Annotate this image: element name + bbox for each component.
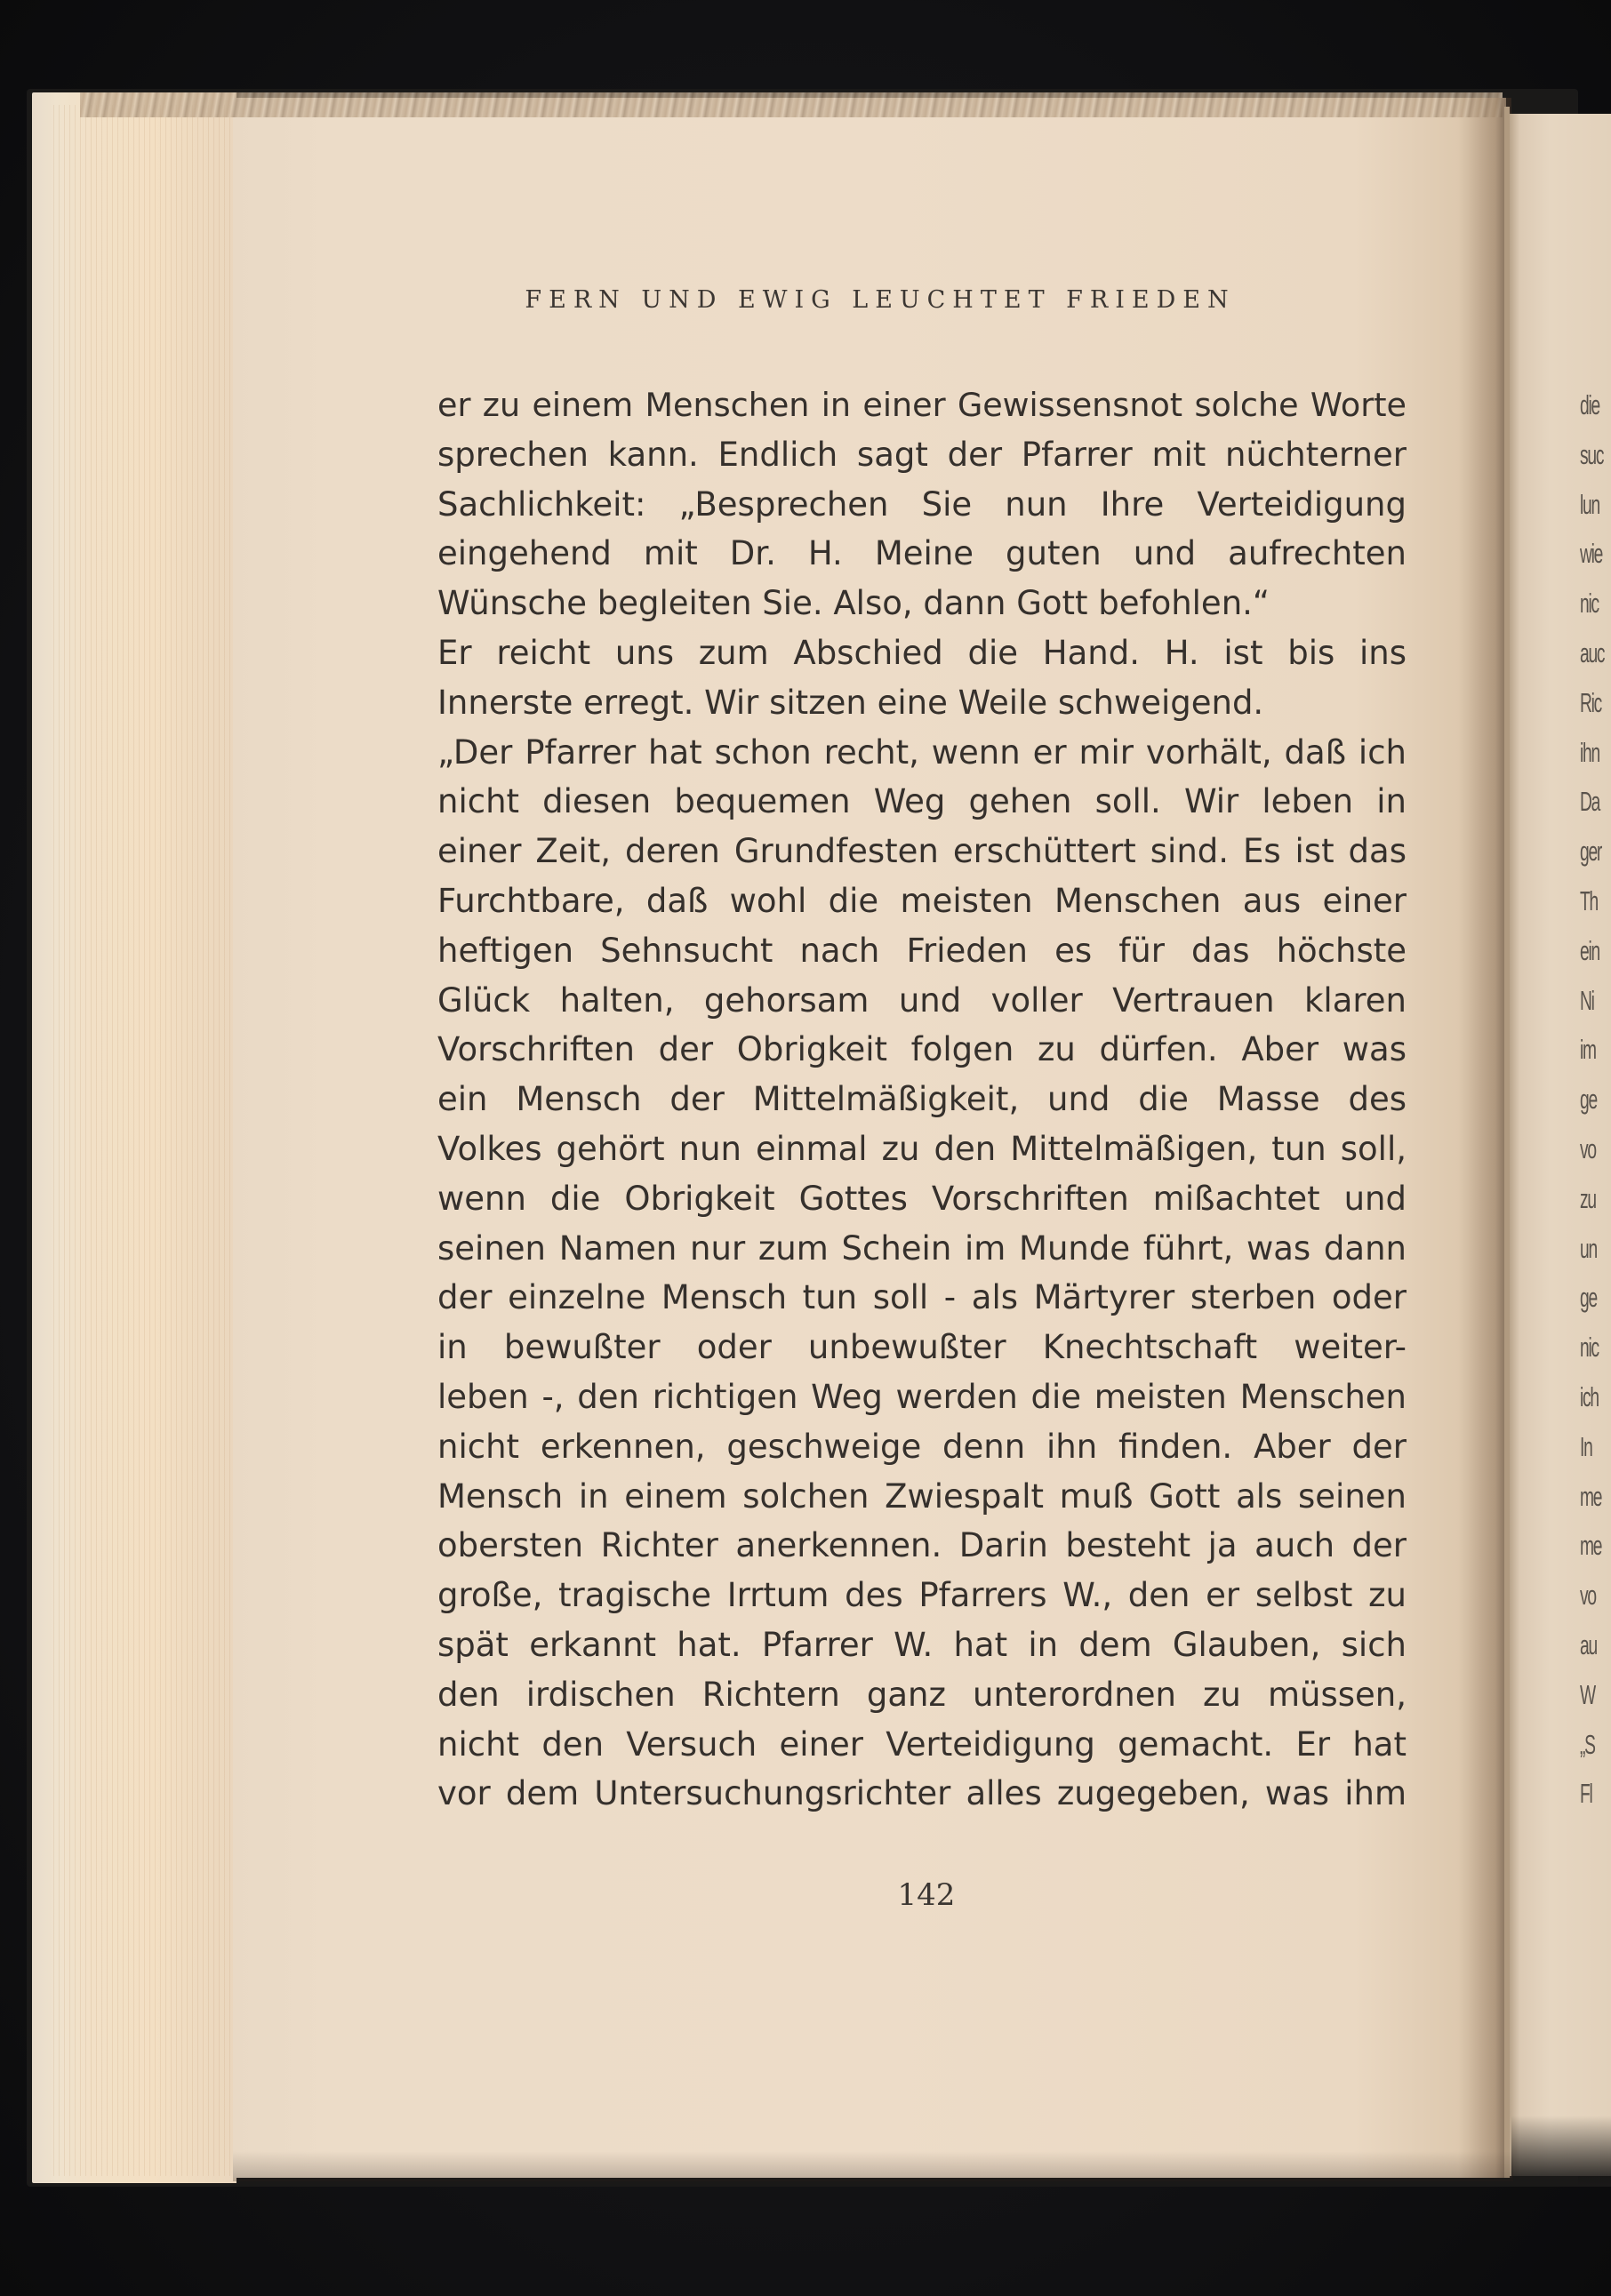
next-page-fragment: im [1580, 1034, 1596, 1066]
next-page-fragment: Da [1580, 786, 1600, 818]
text-line: er zu einem Menschen in einer Gewissensnot solche Worte [437, 386, 1407, 424]
next-page-fragment: me [1580, 1530, 1602, 1562]
text-line: nicht diesen bequemen Weg gehen soll. Wir leben in [437, 782, 1407, 821]
next-page-bottom-shadow [1511, 2116, 1611, 2187]
text-line: Glück halten, gehorsam und voller Vertrauen klaren [437, 980, 1407, 1020]
next-page-fragment: suc [1580, 438, 1604, 470]
text-line: der einzelne Mensch tun soll - als Märtyrer sterben oder [437, 1278, 1407, 1317]
next-page-fragment: ge [1580, 1282, 1597, 1314]
next-page-fragment: Th [1580, 884, 1598, 916]
text-line: obersten Richter anerkennen. Darin besteht ja auch der [437, 1526, 1407, 1565]
text-line: heftigen Sehnsucht nach Frieden es für das höchste [437, 931, 1407, 970]
text-line: sprechen kann. Endlich sagt der Pfarrer mit nüchterner [437, 435, 1407, 474]
next-page-fragment: nic [1580, 588, 1599, 620]
next-page-fragment: au [1580, 1628, 1597, 1660]
text-line: „Der Pfarrer hat schon recht, wenn er mir vorhält, daß ich [437, 732, 1407, 772]
text-line: leben -, den richtigen Weg werden die meisten Menschen [437, 1377, 1407, 1416]
next-page-fragment: Ni [1580, 984, 1594, 1016]
next-page-fragment: ich [1580, 1380, 1599, 1412]
text-line: in bewußter oder unbewußter Knechtschaft weiter- [437, 1328, 1407, 1367]
text-line: wenn die Obrigkeit Gottes Vorschriften mißachtet und [437, 1179, 1407, 1218]
book-gutter-shadow [1458, 98, 1511, 2178]
text-line: nicht erkennen, geschweige denn ihn finden. Aber der [437, 1427, 1407, 1466]
next-page-fragment: ger [1580, 836, 1602, 868]
text-line: den irdischen Richtern ganz unterordnen zu müssen, [437, 1675, 1407, 1714]
next-page-fragment: Fl [1580, 1778, 1592, 1810]
text-line: große, tragische Irrtum des Pfarrers W., den er selbst zu [437, 1576, 1407, 1615]
next-page-fragment: In [1580, 1430, 1592, 1462]
next-page-fragment: nic [1580, 1332, 1599, 1364]
text-line: ein Mensch der Mittelmäßigkeit, und die Masse des [437, 1080, 1407, 1119]
text-line: Mensch in einem solchen Zwiespalt muß Gott als seinen [437, 1476, 1407, 1516]
page-top-edge [80, 92, 1503, 117]
next-page-fragment: lun [1580, 488, 1599, 520]
next-page-fragment: Ric [1580, 686, 1602, 718]
body-text [437, 380, 1407, 1819]
next-page-fragment: ihn [1580, 736, 1599, 768]
next-page-text-fragments [1580, 380, 1611, 1819]
next-page-fragment: vo [1580, 1132, 1596, 1164]
next-page-fragment: W [1580, 1678, 1595, 1710]
text-line: spät erkannt hat. Pfarrer W. hat in dem Glauben, sich [437, 1625, 1407, 1664]
text-line: nicht den Versuch einer Verteidigung gemacht. Er hat [437, 1724, 1407, 1764]
next-page-fragment: wie [1580, 538, 1603, 570]
next-page-fragment: ein [1580, 934, 1599, 966]
text-line: Sachlichkeit: „Besprechen Sie nun Ihre Verteidigung [437, 484, 1407, 524]
next-page-fragment: me [1580, 1480, 1602, 1512]
next-page-fragment: zu [1580, 1182, 1596, 1214]
running-header: FERN UND EWIG LEUCHTET FRIEDEN [525, 286, 1236, 314]
text-line: Vorschriften der Obrigkeit folgen zu dürfen. Aber was [437, 1030, 1407, 1069]
next-page-fragment: un [1580, 1232, 1597, 1264]
page-number: 142 [897, 1877, 956, 1913]
text-line: einer Zeit, deren Grundfesten erschüttert sind. Es ist das [437, 832, 1407, 871]
text-line: eingehend mit Dr. H. Meine guten und aufrechten [437, 534, 1407, 573]
text-line: seinen Namen nur zum Schein im Munde führt, was dann [437, 1228, 1407, 1268]
text-line: Er reicht uns zum Abschied die Hand. H. ist bis ins [437, 633, 1407, 672]
next-page-fragment: die [1580, 389, 1599, 420]
page-bottom-shadow [233, 2151, 1513, 2181]
next-page-fragment: „S [1580, 1728, 1595, 1760]
text-line: vor dem Untersuchungsrichter alles zugegeben, was ihm [437, 1774, 1407, 1813]
next-page-fragment: ge [1580, 1084, 1597, 1116]
text-line: Wünsche begleiten Sie. Also, dann Gott befohlen.“ [437, 584, 1270, 623]
page-stack-edges [53, 105, 231, 2176]
next-page-fragment: vo [1580, 1580, 1596, 1612]
text-line: Innerste erregt. Wir sitzen eine Weile schweigend. [437, 683, 1264, 722]
text-line: Volkes gehört nun einmal zu den Mittelmäßigen, tun soll, [437, 1129, 1407, 1168]
text-line: Furchtbare, daß wohl die meisten Menschen aus einer [437, 881, 1407, 920]
next-page-fragment: auc [1580, 636, 1605, 668]
